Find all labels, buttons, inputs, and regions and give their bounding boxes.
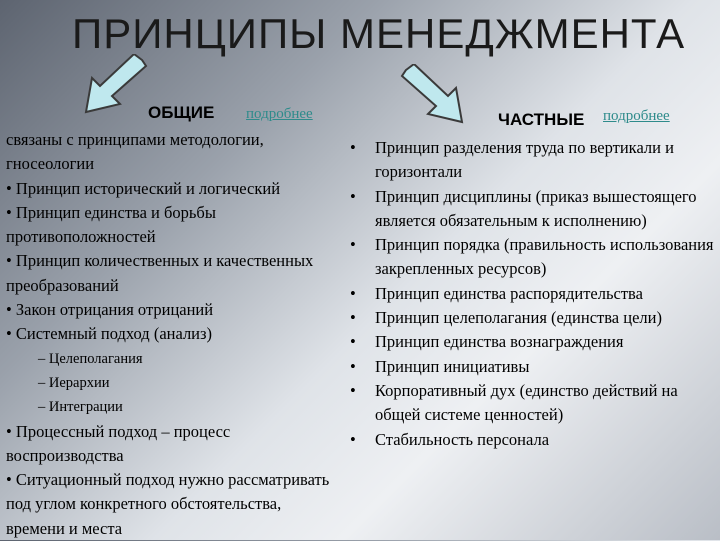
arrow-down-right-icon	[400, 64, 470, 124]
sub-list-item: – Иерархии	[38, 374, 110, 391]
list-item: • Ситуационный подход нужно рассматривать под углом конкретного обстоятельства, времени и места	[6, 470, 330, 538]
list-item: связаны с принципами методологии, гносеологии	[6, 130, 264, 174]
list-item: • Принцип единства и борьбы противоположностей	[6, 202, 216, 247]
bullet: •	[350, 308, 356, 328]
bullet: •	[350, 186, 356, 206]
list-item: • Системный подход (анализ)	[6, 324, 213, 344]
sub-list-item: – Целеполагания	[38, 350, 143, 367]
arrow-down-left-icon	[78, 54, 148, 114]
list-item: • Стабильность персонала	[348, 428, 718, 452]
bullet: •	[350, 429, 356, 449]
list-item: • Принцип единства вознаграждения	[348, 330, 718, 354]
list-item: • Принцип количественных и качественных преобразований	[6, 251, 314, 295]
bullet: •	[350, 332, 356, 352]
sub-list-item: – Интеграции	[38, 399, 123, 416]
specific-principles-list	[348, 136, 718, 452]
bullet: •	[350, 235, 356, 255]
list-item: • Принцип единства распорядительства	[348, 282, 718, 306]
specific-more-link[interactable]: подробнее	[603, 108, 670, 124]
list-item: • Принцип целеполагания (единства цели)	[348, 306, 718, 330]
general-heading: ОБЩИЕ	[148, 103, 215, 122]
general-more-link[interactable]: подробнее	[246, 106, 313, 122]
specific-heading: ЧАСТНЫЕ	[498, 110, 585, 129]
list-item: • Принцип разделения труда по вертикали и горизонтали	[350, 138, 674, 182]
list-item: • Принцип инициативы	[348, 355, 718, 379]
slide-title: ПРИНЦИПЫ МЕНЕДЖМЕНТА	[72, 10, 686, 57]
bullet: •	[350, 380, 356, 400]
list-item: • Корпоративный дух (единство действий на общей системе ценностей)	[350, 380, 678, 425]
bullet: •	[350, 138, 356, 157]
list-item: • Принцип дисциплины (приказ вышестоящего является обязательным к исполнению)	[350, 186, 697, 230]
bullet: •	[350, 356, 356, 376]
general-principles-list	[6, 128, 342, 541]
list-item: • Принцип исторический и логический	[6, 178, 281, 198]
list-item: • Закон отрицания отрицаний	[6, 300, 214, 320]
list-item: • Принцип порядка (правильность использования закрепленных ресурсов)	[350, 235, 714, 279]
list-item: • Процессный подход – процесс воспроизводства	[6, 421, 231, 465]
bullet: •	[350, 283, 356, 303]
